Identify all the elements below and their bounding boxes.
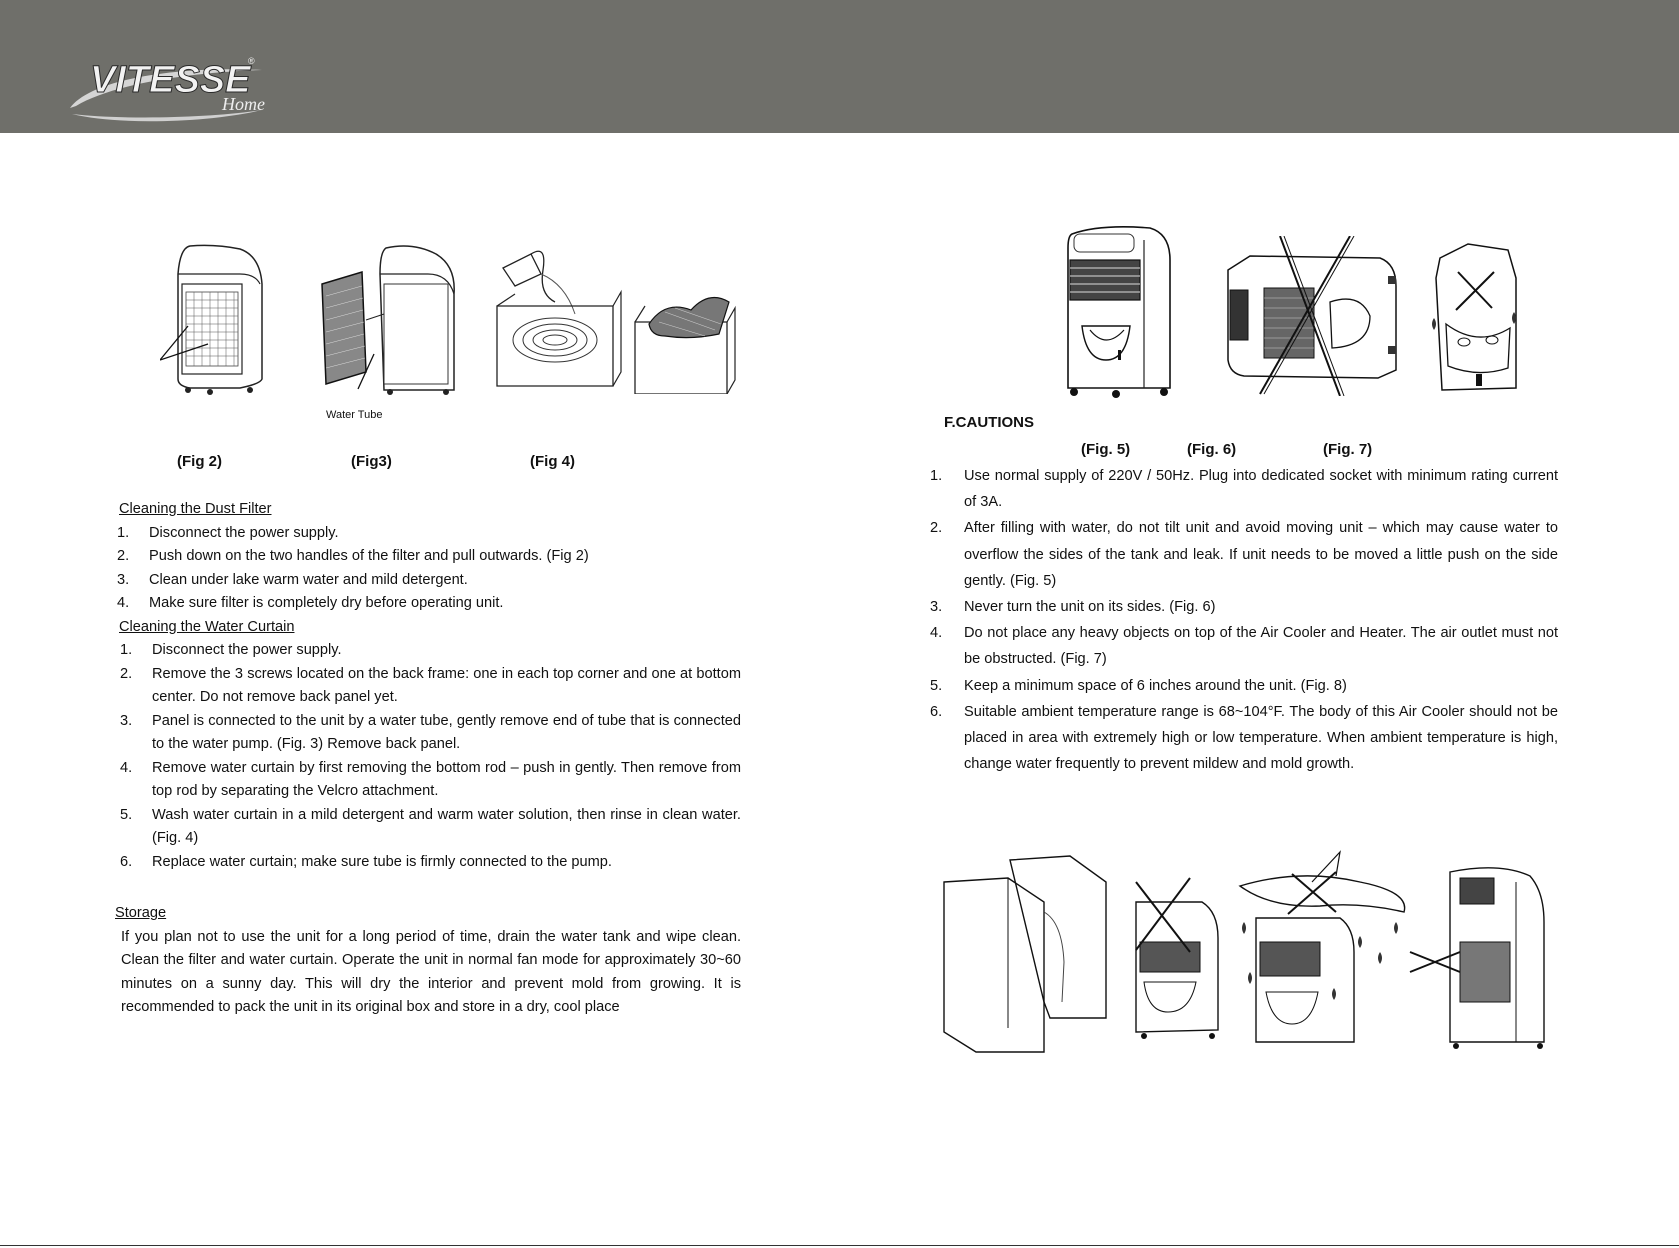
fig5-label: (Fig. 5) [1081, 441, 1131, 458]
list-item: 2. Push down on the two handles of the filter and pull outwards. (Fig 2) [117, 548, 589, 564]
list-item: 6. Replace water curtain; make sure tube is firmly connected to the pump. [120, 853, 612, 870]
list-item: 3. Panel is connected to the unit by a water tube, gently remove end of tube that is connected to the water pump. (Fig. 3) Remove back panel. [120, 712, 741, 752]
svg-text:VITESSE: VITESSE [90, 59, 251, 101]
dust-filter-heading: Cleaning the Dust Filter [119, 501, 272, 517]
fig8-illustration [940, 842, 1550, 1057]
vitesse-logo [62, 48, 312, 128]
water-tube-label: Water Tube [326, 409, 383, 421]
list-item: 2. After filling with water, do not tilt unit and avoid moving unit – which may cause water to overflow the sides of the tank and leak. If unit needs to be moved a little push on the side gently. (Fig. 5) [930, 520, 1558, 589]
fig6-illustration [1220, 236, 1400, 396]
fig5-illustration [1060, 220, 1175, 405]
list-item: 1. Disconnect the power supply. [120, 642, 342, 658]
list-item: 3. Clean under lake warm water and mild detergent. [117, 571, 468, 588]
storage-heading: Storage [115, 905, 167, 921]
list-item: 4. Do not place any heavy objects on top of the Air Cooler and Heater. The air outlet must not be obstructed. (Fig. 7) [930, 625, 1558, 668]
fig6-label: (Fig. 6) [1187, 441, 1237, 458]
fig2-label: (Fig 2) [177, 453, 222, 470]
water-curtain-heading: Cleaning the Water Curtain [119, 618, 295, 635]
dust-filter-section [117, 498, 741, 874]
list-item: 1. Use normal supply of 220V / 50Hz. Plug into dedicated socket with minimum rating current of 3A. [930, 468, 1558, 511]
fig7-illustration [1428, 238, 1523, 403]
list-item: 5. Keep a minimum space of 6 inches around the unit. (Fig. 8) [930, 677, 1347, 694]
fig4-label: (Fig 4) [530, 453, 575, 470]
list-item: 3. Never turn the unit on its sides. (Fig. 6) [930, 599, 1216, 616]
cautions-title: F.CAUTIONS [944, 414, 1034, 431]
storage-section [115, 902, 741, 1020]
fig7-label: (Fig. 7) [1323, 441, 1373, 458]
bottom-rule [0, 1245, 1679, 1246]
list-item: 6. Suitable ambient temperature range is 68~104°F. The body of this Air Cooler should not be placed in area with extremely high or low temperature. When ambient temperature is high, change water frequently to prevent mildew and mold growth. [930, 703, 1558, 773]
svg-text:Home: Home [222, 94, 265, 114]
storage-text: If you plan not to use the unit for a long period of time, drain the water tank and wipe clean. Clean the filter and water curtain. Operate the unit in normal fan mode for approximately 30~60 minutes on a sunny day. This will dry the interior and prevent mold from growing. It is recommended to pack the unit in its original box and store in a dry, cool place [121, 928, 741, 1015]
list-item: 2. Remove the 3 screws located on the back frame: one in each top corner and one at bottom center. Do not remove back panel yet. [120, 665, 741, 705]
list-item: 1. Disconnect the power supply. [117, 524, 339, 541]
svg-text:®: ® [248, 56, 255, 66]
cautions-list [930, 463, 1558, 777]
list-item: 5. Wash water curtain in a mild detergent and warm water solution, then rinse in clean water. (Fig. 4) [120, 806, 741, 846]
list-item: 4. Make sure filter is completely dry before operating unit. [117, 595, 504, 611]
fig3-illustration [318, 244, 463, 409]
fig2-illustration [160, 244, 270, 409]
header-bar [0, 0, 1679, 133]
fig3-label: (Fig3) [351, 453, 392, 470]
list-item: 4. Remove water curtain by first removing the bottom rod – push in gently. Then remove from top rod by separating the Velcro attachment. [120, 759, 741, 799]
fig4-illustration [495, 244, 745, 394]
